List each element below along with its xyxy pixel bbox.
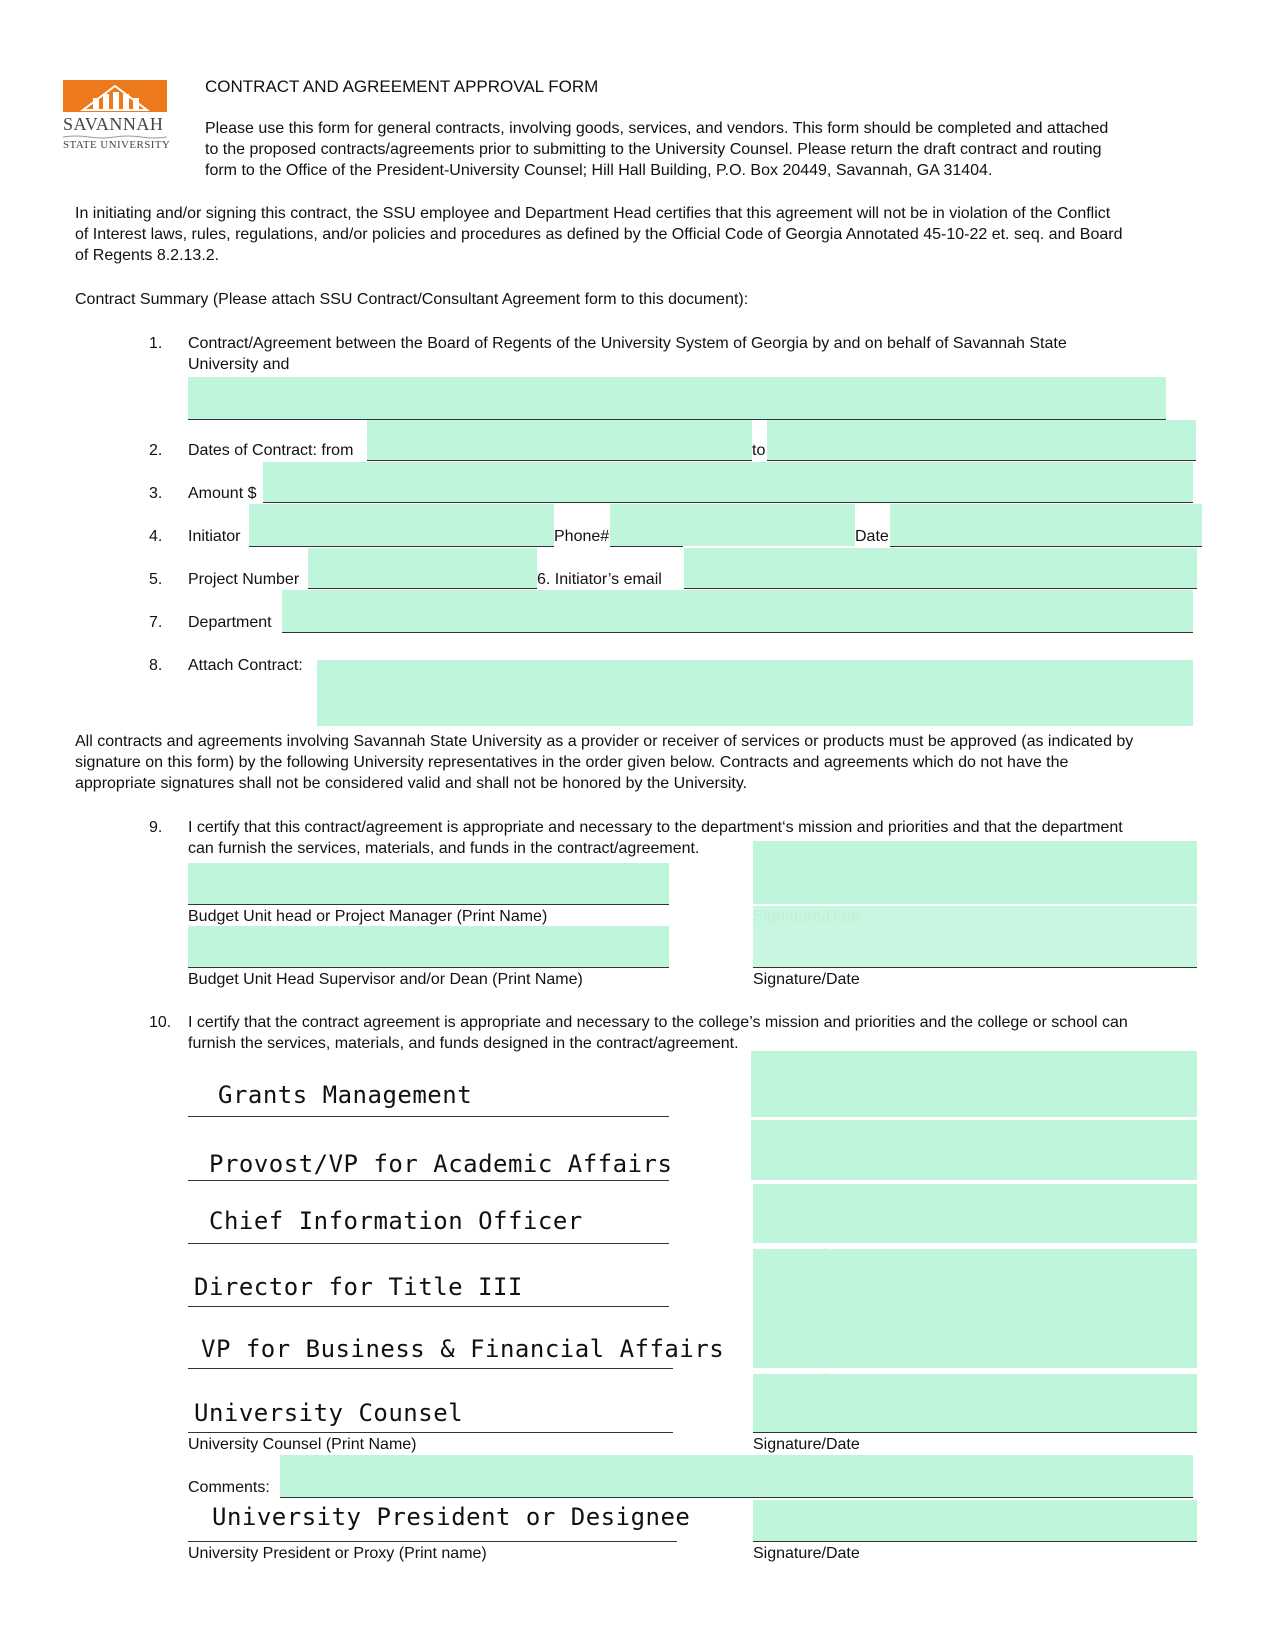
item-number-4: 4. — [149, 528, 163, 545]
phone-field[interactable] — [610, 504, 855, 546]
budget-head-underline — [188, 904, 669, 905]
title3-underline — [188, 1306, 669, 1307]
amount-underline — [263, 502, 1193, 503]
certify-line-3: of Regents 8.2.13.2. — [75, 247, 220, 264]
university-counsel-name: University Counsel — [194, 1399, 464, 1427]
grants-underline — [188, 1116, 669, 1117]
amount-field[interactable] — [263, 462, 1193, 502]
item-number-9: 9. — [149, 819, 163, 836]
certify-line-1: In initiating and/or signing this contract, the SSU employee and Department Head certifies that this agreement will not be in violation of the Conflict — [75, 205, 1111, 222]
intro-line-1: Please use this form for general contracts, involving goods, services, and vendors. This form should be completed and attached — [205, 120, 1109, 137]
date-from-field[interactable] — [367, 420, 752, 460]
item-number-10: 10. — [149, 1014, 172, 1031]
initiator-email-field[interactable] — [684, 548, 1197, 588]
grants-management-name: Grants Management — [218, 1081, 473, 1109]
project-number-label: Project Number — [188, 571, 300, 588]
intro-line-2: to the proposed contracts/agreements prior to submitting to the University Counsel. Please return the draft contract and routing — [205, 141, 1102, 158]
item10-line-2: furnish the services, materials, and funds designed in the contract/agreement. — [188, 1035, 739, 1052]
attach-contract-field[interactable] — [317, 660, 1193, 726]
university-logo — [63, 80, 181, 156]
intro-line-3: form to the Office of the President-University Counsel; Hill Hall Building, P.O. Box 20449, Savannah, GA 31404. — [205, 162, 993, 179]
department-field[interactable] — [282, 590, 1193, 632]
phone-underline — [610, 546, 683, 547]
comments-underline — [280, 1497, 1193, 1498]
vp-business-underline — [188, 1368, 673, 1369]
initiator-email-underline — [684, 588, 1197, 589]
supervisor-signature-underline — [753, 967, 1197, 968]
supervisor-label: Budget Unit Head Supervisor and/or Dean (Print Name) — [188, 971, 583, 988]
initiator-date-underline — [890, 546, 1202, 547]
counsel-signature-field[interactable] — [753, 1374, 1197, 1432]
provost-underline — [188, 1180, 669, 1181]
supervisor-underline — [188, 967, 669, 968]
title3-signature-field[interactable] — [753, 1249, 1197, 1306]
item9-line-2: can furnish the services, materials, and funds in the contract/agreement. — [188, 840, 700, 857]
approval-note-line-3: appropriate signatures shall not be considered valid and shall not be honored by the University. — [75, 775, 748, 792]
cio-name: Chief Information Officer — [209, 1207, 583, 1235]
counsel-signature-underline — [753, 1432, 1197, 1433]
president-print-label: University President or Proxy (Print name) — [188, 1545, 487, 1562]
date-label: Date — [855, 528, 889, 545]
amount-label: Amount $ — [188, 485, 257, 502]
project-number-field[interactable] — [308, 548, 537, 588]
budget-head-label: Budget Unit head or Project Manager (Print Name) — [188, 908, 548, 925]
vp-business-signature-field[interactable] — [753, 1306, 1197, 1368]
initiator-label: Initiator — [188, 528, 241, 545]
president-name: University President or Designee — [212, 1503, 691, 1531]
supervisor-signature-field[interactable] — [753, 906, 1197, 967]
approval-note-line-2: signature on this form) by the following University representatives in the order given below. Contracts and agreements which do not have the — [75, 754, 1069, 771]
supervisor-name-field[interactable] — [188, 926, 669, 967]
date-to-field[interactable] — [767, 420, 1196, 460]
president-signature-field[interactable] — [753, 1500, 1197, 1541]
vp-business-name: VP for Business & Financial Affairs — [201, 1335, 725, 1363]
contract-party-field[interactable] — [188, 377, 1166, 419]
president-sigdate-label: Signature/Date — [753, 1545, 860, 1562]
attach-contract-label: Attach Contract: — [188, 657, 303, 674]
department-underline — [282, 632, 1193, 633]
item-number-7: 7. — [149, 614, 163, 631]
item1-text: Contract/Agreement between the Board of Regents of the University System of Georgia by and on behalf of Savannah State — [188, 335, 1067, 352]
certify-line-2: of Interest laws, rules, regulations, and/or policies and procedures as defined by the Official Code of Georgia Annotated 45-10-22 et. seq. and Board — [75, 226, 1123, 243]
provost-name: Provost/VP for Academic Affairs — [209, 1150, 673, 1178]
cio-signature-field[interactable] — [753, 1184, 1197, 1243]
item-number-5: 5. — [149, 571, 163, 588]
provost-signature-field[interactable] — [751, 1120, 1197, 1180]
building-icon — [63, 80, 167, 112]
initiator-email-label: 6. Initiator’s email — [537, 571, 662, 588]
department-label: Department — [188, 614, 272, 631]
logo-name: SAVANNAH — [63, 114, 164, 134]
initiator-underline — [249, 546, 554, 547]
approval-note-line-1: All contracts and agreements involving Savannah State University as a provider or receiver of services or products must be approved (as indicated by — [75, 733, 1134, 750]
president-signature-underline — [753, 1541, 1197, 1542]
supervisor-sigdate-label: Signature/Date — [753, 971, 860, 988]
initiator-field[interactable] — [249, 504, 554, 546]
phone-label: Phone# — [554, 528, 610, 545]
title3-name: Director for Title III — [194, 1273, 523, 1301]
dates-from-label: Dates of Contract: from — [188, 442, 354, 459]
counsel-underline — [188, 1432, 673, 1433]
item-number-1: 1. — [149, 335, 163, 352]
grants-signature-field[interactable] — [751, 1051, 1197, 1117]
item-number-8: 8. — [149, 657, 163, 674]
item-number-2: 2. — [149, 442, 163, 459]
president-underline — [188, 1541, 677, 1542]
initiator-date-field[interactable] — [890, 504, 1202, 546]
date-to-underline — [767, 460, 1196, 461]
item9-line-1: I certify that this contract/agreement is appropriate and necessary to the department‘s mission and priorities and that the department — [188, 819, 1123, 836]
counsel-sigdate-label: Signature/Date — [753, 1436, 860, 1453]
comments-field[interactable] — [280, 1455, 1193, 1497]
item10-line-1: I certify that the contract agreement is appropriate and necessary to the college’s mission and priorities and the college or school can — [188, 1014, 1128, 1031]
cio-underline — [188, 1243, 669, 1244]
date-from-underline — [367, 460, 752, 461]
form-title: CONTRACT AND AGREEMENT APPROVAL FORM — [205, 77, 599, 96]
item1-text-2: University and — [188, 356, 290, 373]
item-number-3: 3. — [149, 485, 163, 502]
budget-head-signature-field[interactable] — [753, 841, 1197, 904]
contract-summary-label: Contract Summary (Please attach SSU Contract/Consultant Agreement form to this document): — [75, 291, 749, 308]
budget-head-name-field[interactable] — [188, 863, 669, 904]
counsel-print-label: University Counsel (Print Name) — [188, 1436, 417, 1453]
dates-to-label: to — [752, 442, 766, 459]
project-number-underline — [308, 588, 537, 589]
comments-label: Comments: — [188, 1479, 270, 1496]
logo-subtitle: STATE UNIVERSITY — [63, 139, 171, 151]
